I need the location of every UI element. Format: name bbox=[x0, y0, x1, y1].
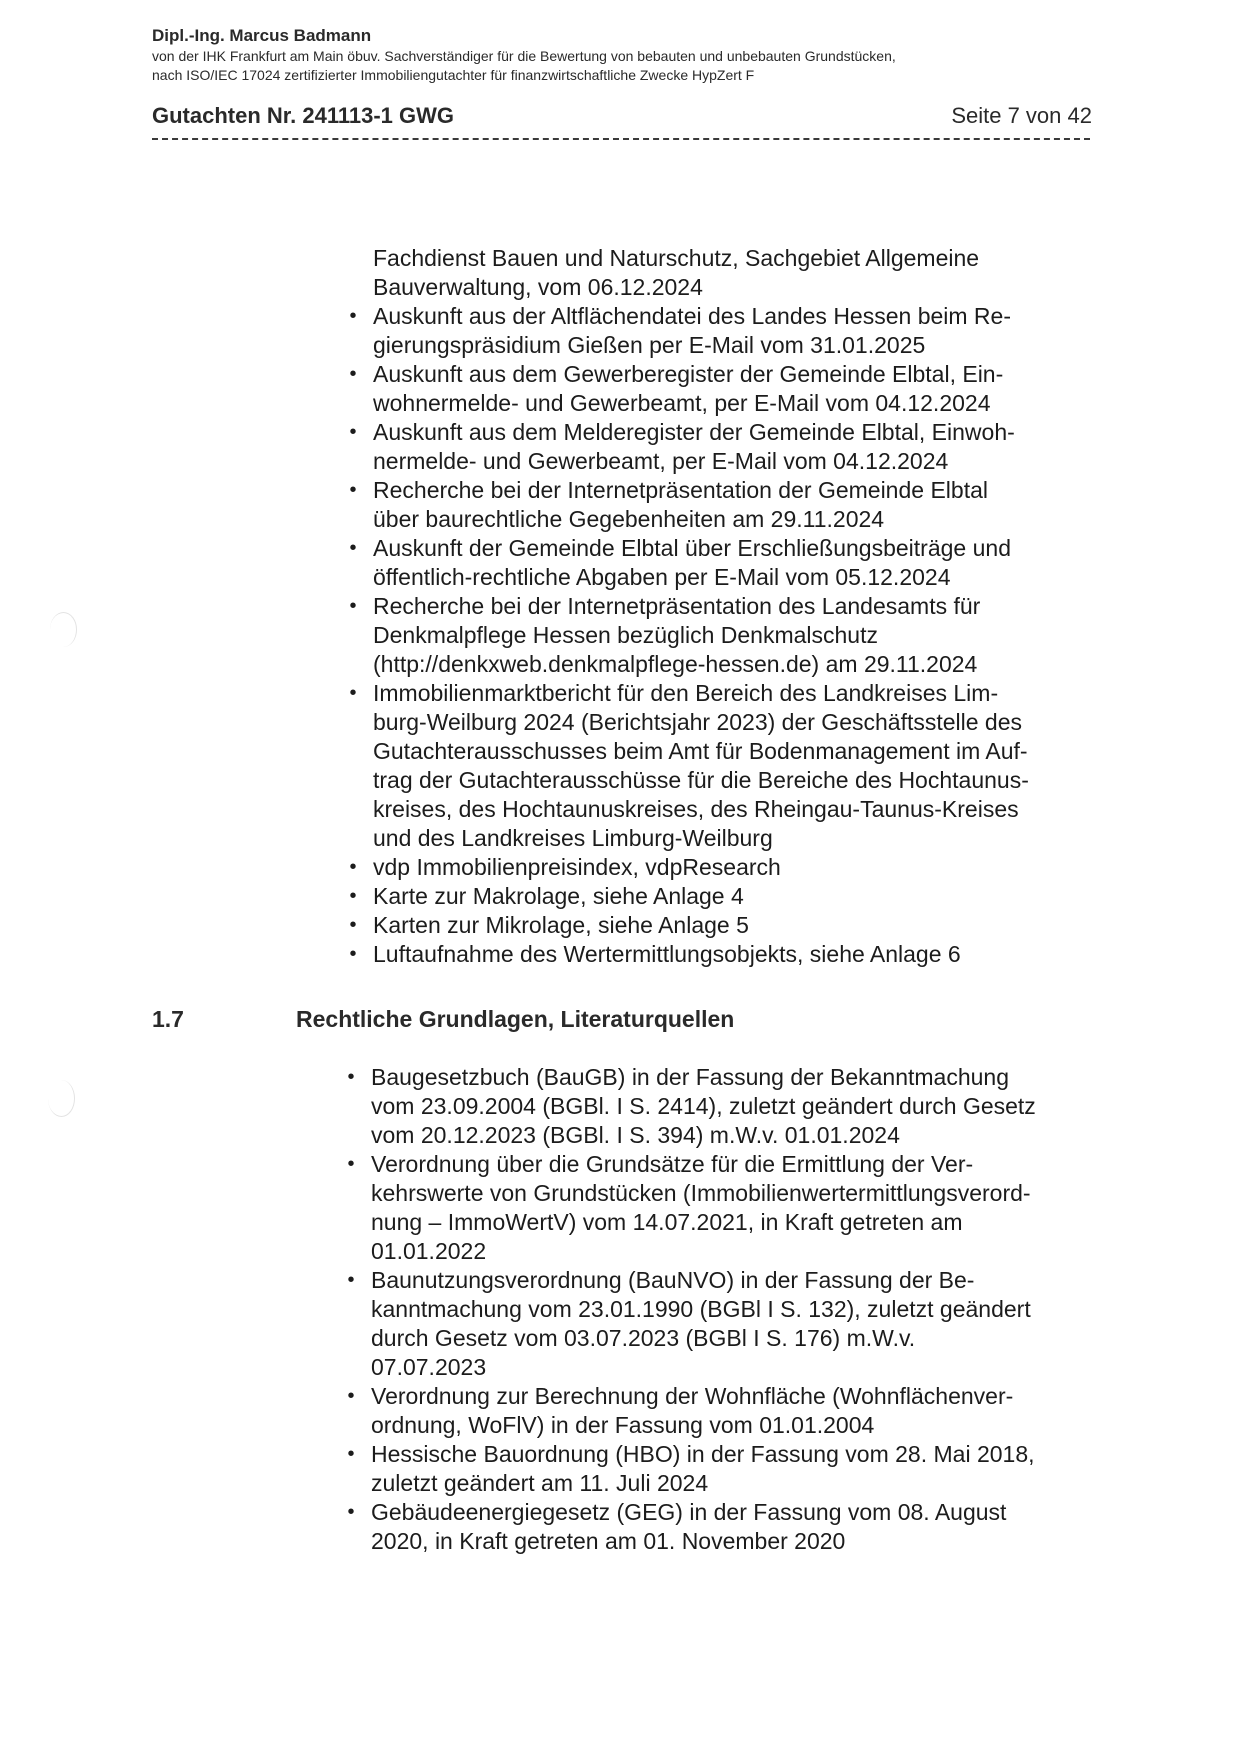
list-item-line: Hessische Bauordnung (HBO) in der Fassung vom 28. Mai 2018, bbox=[371, 1441, 1035, 1467]
list-item-line: nermelde- und Gewerbeamt, per E-Mail vom 04.12.2024 bbox=[373, 448, 949, 474]
list-item bbox=[349, 476, 1029, 534]
bullet-icon: • bbox=[347, 1501, 355, 1523]
list-item bbox=[349, 940, 1029, 969]
list-item bbox=[347, 1498, 1036, 1556]
list-item bbox=[349, 302, 1029, 360]
author-name: Dipl.-Ing. Marcus Badmann bbox=[152, 26, 372, 45]
bullet-icon: • bbox=[349, 537, 357, 559]
list-item bbox=[347, 1063, 1036, 1150]
list-item-line: Recherche bei der Internetpräsentation der Gemeinde Elbtal bbox=[373, 477, 988, 503]
bullet-icon: • bbox=[349, 914, 357, 936]
list-item bbox=[349, 418, 1029, 476]
list-item bbox=[347, 1266, 1036, 1382]
bullet-icon: • bbox=[349, 595, 357, 617]
list-item-line: Auskunft aus der Altflächendatei des Landes Hessen beim Re- bbox=[373, 303, 1011, 329]
list-item-line: Gutachterausschusses beim Amt für Bodenmanagement im Auf- bbox=[373, 738, 1028, 764]
bullet-icon: • bbox=[347, 1269, 355, 1291]
section-title: Rechtliche Grundlagen, Literaturquellen bbox=[296, 1006, 735, 1032]
list-item bbox=[349, 853, 1029, 882]
list-item bbox=[349, 882, 1029, 911]
bullet-icon: • bbox=[347, 1066, 355, 1088]
scan-artifact bbox=[48, 1080, 75, 1117]
bullet-icon: • bbox=[349, 943, 357, 965]
continuation-line: Fachdienst Bauen und Naturschutz, Sachgebiet Allgemeine bbox=[373, 245, 980, 271]
list-item bbox=[349, 534, 1029, 592]
bullet-icon: • bbox=[349, 479, 357, 501]
list-item-line: 2020, in Kraft getreten am 01. November 2020 bbox=[371, 1528, 846, 1554]
list-item-line: kanntmachung vom 23.01.1990 (BGBl I S. 132), zuletzt geändert bbox=[371, 1296, 1031, 1322]
bullet-icon: • bbox=[349, 885, 357, 907]
report-title: Gutachten Nr. 241113-1 GWG bbox=[152, 103, 455, 128]
legal-basis-list bbox=[347, 1063, 1036, 1556]
list-item bbox=[347, 1440, 1036, 1498]
list-item-line: Immobilienmarktbericht für den Bereich des Landkreises Lim- bbox=[373, 680, 999, 706]
bullet-icon: • bbox=[347, 1385, 355, 1407]
scan-artifact bbox=[50, 612, 77, 647]
list-item-line: 01.01.2022 bbox=[371, 1238, 487, 1264]
bullet-icon: • bbox=[349, 682, 357, 704]
list-item-line: Denkmalpflege Hessen bezüglich Denkmalschutz bbox=[373, 622, 878, 648]
list-item-line: Baunutzungsverordnung (BauNVO) in der Fassung der Be- bbox=[371, 1267, 975, 1293]
list-item-line: nung – ImmoWertV) vom 14.07.2021, in Kraft getreten am bbox=[371, 1209, 963, 1235]
list-item-line: Karte zur Makrolage, siehe Anlage 4 bbox=[373, 883, 744, 909]
list-item-line: durch Gesetz vom 03.07.2023 (BGBl I S. 176) m.W.v. bbox=[371, 1325, 916, 1351]
list-item-line: gierungspräsidium Gießen per E-Mail vom 31.01.2025 bbox=[373, 332, 926, 358]
list-item-line: Luftaufnahme des Wertermittlungsobjekts, siehe Anlage 6 bbox=[373, 941, 961, 967]
list-item-line: vom 23.09.2004 (BGBl. I S. 2414), zuletzt geändert durch Gesetz bbox=[371, 1093, 1036, 1119]
list-item-line: und des Landkreises Limburg-Weilburg bbox=[373, 825, 773, 851]
list-item bbox=[347, 1150, 1036, 1266]
bullet-icon: • bbox=[347, 1443, 355, 1465]
list-item-line: zuletzt geändert am 11. Juli 2024 bbox=[371, 1470, 709, 1496]
bullet-icon: • bbox=[347, 1153, 355, 1175]
list-item-line: wohnermelde- und Gewerbeamt, per E-Mail vom 04.12.2024 bbox=[373, 390, 991, 416]
list-item-line: 07.07.2023 bbox=[371, 1354, 487, 1380]
list-item-line: Auskunft der Gemeinde Elbtal über Erschließungsbeiträge und bbox=[373, 535, 1011, 561]
list-item-line: Verordnung über die Grundsätze für die Ermittlung der Ver- bbox=[371, 1151, 974, 1177]
bullet-icon: • bbox=[349, 305, 357, 327]
list-item-line: vdp Immobilienpreisindex, vdpResearch bbox=[373, 854, 781, 880]
list-item bbox=[347, 1382, 1036, 1440]
sources-list bbox=[349, 302, 1029, 969]
list-item-line: öffentlich-rechtliche Abgaben per E-Mail vom 05.12.2024 bbox=[373, 564, 951, 590]
list-item-line: trag der Gutachterausschüsse für die Bereiche des Hochtaunus- bbox=[373, 767, 1029, 793]
list-item-line: Baugesetzbuch (BauGB) in der Fassung der Bekanntmachung bbox=[371, 1064, 1009, 1090]
list-item bbox=[349, 360, 1029, 418]
list-item-line: Recherche bei der Internetpräsentation des Landesamts für bbox=[373, 593, 981, 619]
bullet-icon: • bbox=[349, 363, 357, 385]
section-number: 1.7 bbox=[152, 1006, 184, 1032]
list-item-line: kehrswerte von Grundstücken (Immobilienwertermittlungsverord- bbox=[371, 1180, 1031, 1206]
header-divider bbox=[152, 138, 1090, 140]
page-number: Seite 7 von 42 bbox=[951, 103, 1092, 128]
list-item-line: Karten zur Mikrolage, siehe Anlage 5 bbox=[373, 912, 749, 938]
list-item-line: Auskunft aus dem Gewerberegister der Gemeinde Elbtal, Ein- bbox=[373, 361, 1004, 387]
list-item-line: ordnung, WoFlV) in der Fassung vom 01.01.2004 bbox=[371, 1412, 875, 1438]
list-item-line: Auskunft aus dem Melderegister der Gemeinde Elbtal, Einwoh- bbox=[373, 419, 1015, 445]
list-item-line: Verordnung zur Berechnung der Wohnfläche (Wohnflächenver- bbox=[371, 1383, 1014, 1409]
list-item-line: vom 20.12.2023 (BGBl. I S. 394) m.W.v. 01.01.2024 bbox=[371, 1122, 900, 1148]
list-item-line: über baurechtliche Gegebenheiten am 29.11.2024 bbox=[373, 506, 885, 532]
list-item-line: kreises, des Hochtaunuskreises, des Rheingau-Taunus-Kreises bbox=[373, 796, 1019, 822]
bullet-icon: • bbox=[349, 856, 357, 878]
sources-continuation bbox=[373, 244, 979, 302]
list-item bbox=[349, 679, 1029, 853]
bullet-icon: • bbox=[349, 421, 357, 443]
author-qualification-line-2: nach ISO/IEC 17024 zertifizierter Immobiliengutachter für finanzwirtschaftliche Zwecke HypZert F bbox=[152, 67, 755, 83]
author-qualification-line-1: von der IHK Frankfurt am Main öbuv. Sachverständiger für die Bewertung von bebauten und unbebauten Grundstücken, bbox=[152, 48, 896, 64]
list-item-line: Gebäudeenergiegesetz (GEG) in der Fassung vom 08. August bbox=[371, 1499, 1007, 1525]
list-item bbox=[349, 592, 1029, 679]
list-item-line: burg-Weilburg 2024 (Berichtsjahr 2023) der Geschäftsstelle des bbox=[373, 709, 1023, 735]
list-item bbox=[349, 911, 1029, 940]
continuation-line: Bauverwaltung, vom 06.12.2024 bbox=[373, 274, 703, 300]
list-item-line: (http://denkxweb.denkmalpflege-hessen.de) am 29.11.2024 bbox=[373, 651, 978, 677]
